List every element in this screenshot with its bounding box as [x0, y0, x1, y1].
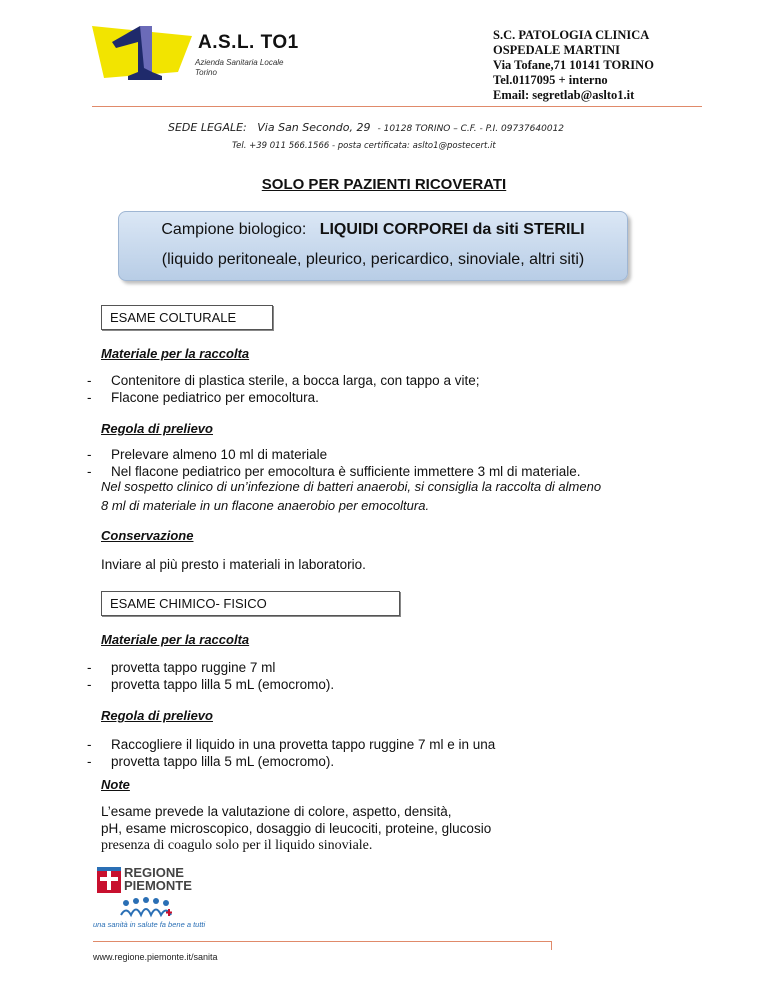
- colturale-regola-list: [87, 446, 580, 480]
- asl-title: A.S.L. TO1: [198, 32, 299, 53]
- list-item-text: Flacone pediatrico per emocoltura.: [111, 390, 319, 405]
- chimico-note-title: Note: [101, 777, 130, 792]
- piemonte-label: PIEMONTE: [124, 878, 192, 893]
- campione-detail: (liquido peritoneale, pleurico, pericardico, sinoviale, altri siti): [161, 251, 585, 268]
- list-dash: -: [87, 390, 92, 405]
- exam-chimico-box: ESAME CHIMICO- FISICO: [101, 591, 400, 616]
- exam-colturale-box: ESAME COLTURALE: [101, 305, 273, 330]
- list-item-text: Raccogliere il liquido in una provetta tappo ruggine 7 ml e in una: [111, 737, 496, 752]
- colturale-materiale-list: [87, 372, 479, 406]
- chimico-materiale-list: [87, 659, 334, 693]
- note-line: presenza di coagulo solo per il liquido sinoviale.: [101, 838, 373, 853]
- page-title: SOLO PER PAZIENTI RICOVERATI: [261, 176, 507, 193]
- chimico-regola-list: [87, 736, 495, 770]
- list-dash: -: [87, 447, 92, 462]
- list-item: [87, 389, 479, 406]
- sede-rest: - 10128 TORINO – C.F. - P.I. 09737640012: [377, 124, 565, 134]
- piemonte-crest-icon: [97, 867, 121, 893]
- org-line: Tel.0117095 + interno: [493, 73, 608, 87]
- colturale-conservazione-title: Conservazione: [101, 528, 194, 543]
- org-email: Email: segretlab@aslto1.it: [493, 88, 635, 102]
- colturale-regola-title: Regola di prelievo: [101, 421, 213, 436]
- list-dash: -: [87, 737, 92, 752]
- list-item: [87, 736, 495, 753]
- tel-line: Tel. +39 011 566.1566 - posta certificata: aslto1@postecert.it: [232, 141, 496, 151]
- list-item-text: Prelevare almeno 10 ml di materiale: [111, 447, 328, 462]
- asl-subtitle-line1: Azienda Sanitaria Locale: [195, 58, 284, 67]
- header-divider: [92, 106, 702, 107]
- campione-title: [118, 221, 628, 239]
- list-item: [87, 676, 334, 693]
- org-line: OSPEDALE MARTINI: [493, 43, 621, 57]
- colturale-regola-note: [101, 477, 601, 515]
- org-line: Via Tofane,71 10141 TORINO: [493, 58, 654, 72]
- note-line: L’esame prevede la valutazione di colore, aspetto, densità,: [101, 804, 452, 819]
- note-line: Nel sospetto clinico di un’infezione di batteri anaerobi, si consiglia la raccolta di almeno: [101, 479, 602, 494]
- note-line: pH, esame microscopico, dosaggio di leucociti, proteine, glucosio: [101, 821, 492, 836]
- sede-address: Via San Secondo, 29: [257, 121, 371, 134]
- footer-divider-tick: [551, 941, 552, 950]
- list-item-text: provetta tappo ruggine 7 ml: [111, 660, 276, 675]
- campione-value: LIQUIDI CORPOREI da siti STERILI: [319, 221, 585, 238]
- footer-divider: [93, 941, 551, 942]
- list-dash: -: [87, 660, 92, 675]
- footer-url: www.regione.piemonte.it/sanita: [93, 952, 218, 962]
- org-block: [493, 28, 654, 103]
- sede-legale: [168, 121, 564, 134]
- list-item: [87, 659, 334, 676]
- asl-logo-icon: [92, 22, 202, 86]
- regione-label: REGIONE: [124, 865, 184, 880]
- list-dash: -: [87, 464, 92, 479]
- regione-piemonte-logo: [97, 866, 197, 894]
- asl-subtitle-line2: Torino: [195, 68, 217, 77]
- people-icon: [118, 895, 174, 919]
- regione-slogan: una sanità in salute fa bene a tutti: [93, 920, 206, 929]
- sede-label: SEDE LEGALE:: [168, 121, 247, 134]
- list-dash: -: [87, 373, 92, 388]
- chimico-materiale-title: Materiale per la raccolta: [101, 632, 250, 647]
- list-dash: -: [87, 677, 92, 692]
- asl-subtitle: [195, 58, 284, 78]
- chimico-note-text: [101, 803, 491, 854]
- list-item-text: Contenitore di plastica sterile, a bocca larga, con tappo a vite;: [111, 373, 480, 388]
- list-item-text: provetta tappo lilla 5 mL (emocromo).: [111, 677, 335, 692]
- list-item: [87, 753, 495, 770]
- note-line: 8 ml di materiale in un flacone anaerobio per emocoltura.: [101, 498, 430, 513]
- list-item-text: Nel flacone pediatrico per emocoltura è sufficiente immettere 3 ml di materiale.: [111, 464, 581, 479]
- list-item: [87, 446, 580, 463]
- list-item-text: provetta tappo lilla 5 mL (emocromo).: [111, 754, 335, 769]
- list-item: [87, 372, 479, 389]
- colturale-conservazione-text: Inviare al più presto i materiali in laboratorio.: [101, 557, 366, 572]
- org-line: S.C. PATOLOGIA CLINICA: [493, 28, 650, 42]
- campione-label: Campione biologico:: [161, 221, 307, 238]
- chimico-regola-title: Regola di prelievo: [101, 708, 213, 723]
- list-dash: -: [87, 754, 92, 769]
- colturale-materiale-title: Materiale per la raccolta: [101, 346, 250, 361]
